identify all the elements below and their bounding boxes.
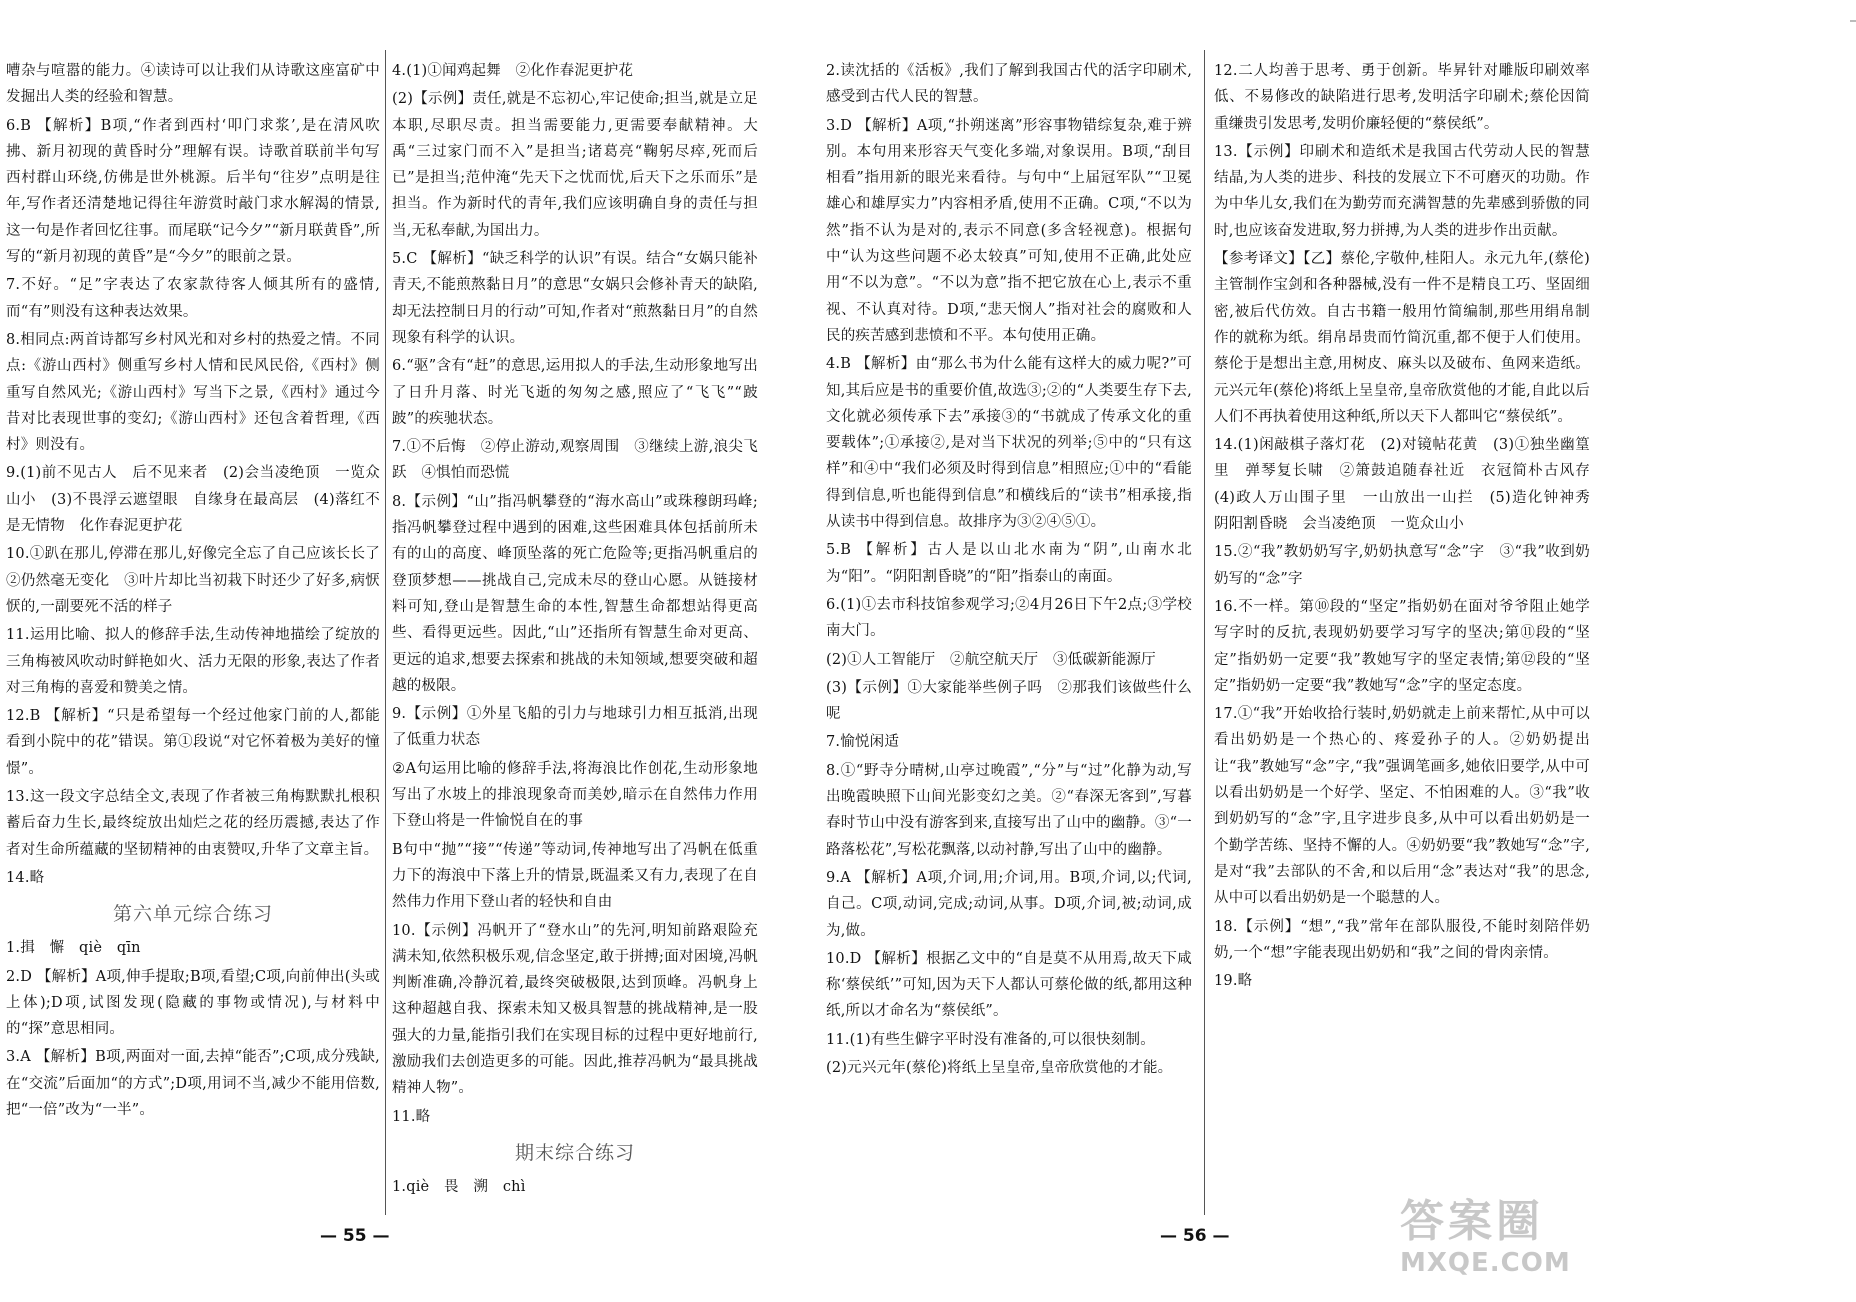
answer-item: 4.B 【解析】由“那么书为什么能有这样大的威力呢?”可知,其后应是书的重要价值,故选③;②的“人类要生存下去,文化就必须传承下去”承接③的“书就成了传承文化的重要载体”;①承接②,是对当下状况的列举;⑤中的“只有这样”和④中“我们必须及时得到信息”相照应;①中的“看能得到信息,听也能得到信息”和横线后的“读书”相承接,指从读书中得到信息。故排序为③②④⑤①。 — [826, 356, 1192, 531]
answer-item: 6.B 【解析】B项,“作者到西村‘叩门求浆’,是在清风吹拂、新月初现的黄昏时分”理解有误。诗歌首联前半句写西村群山环绕,仿佛是世外桃源。后半句“往岁”点明是往年,写作者还清楚地记得往年游赏时敲门求水解渴的情景,这一句是作者回忆往事。而尾联“记今夕”“新月联黄昏”,所写的“新月初现的黄昏”是“今夕”的眼前之景。 — [6, 117, 380, 266]
answer-item: 8.①“野寺分晴树,山亭过晚霞”,“分”与“过”化静为动,写出晚霞映照下山间光影变幻之美。②“春深无客到”,写暮春时节山中没有游客到来,直接写出了山中的幽静。③“一路落松花”,写松花飘落,以动衬静,写出了山中的幽静。 — [826, 762, 1192, 858]
answer-item: 15.②“我”教奶奶写字,奶奶执意写“念”字 ③“我”收到奶奶写的“念”字 — [1214, 544, 1590, 587]
page-number: — 56 — — [1160, 1226, 1230, 1246]
column-divider — [385, 50, 386, 1215]
answer-item: 12.二人均善于思考、勇于创新。毕昇针对雕版印刷效率低、不易修改的缺陷进行思考,发明活字印刷术;蔡伦因简重缣贵引发思考,发明价廉轻便的“蔡侯纸”。 — [1214, 63, 1590, 132]
answer-item: 2.读沈括的《活板》,我们了解到我国古代的活字印刷术,感受到古代人民的智慧。 — [826, 63, 1192, 106]
answer-item: 14.(1)闲敲棋子落灯花 (2)对镜帖花黄 (3)①独坐幽篁里 弹琴复长啸 ②箫鼓追随春社近 衣冠简朴古风存 (4)政人万山围子里 一山放出一山拦 (5)造化钟神秀 阴阳割昏晓 会当凌绝顶 一览众山小 — [1214, 437, 1605, 533]
answer-item: ②A句运用比喻的修辞手法,将海浪比作创花,生动形象地写出了水坡上的排浪现象奇而美妙,暗示在自然伟力作用下登山将是一件愉悦自在的事 — [392, 760, 758, 830]
answer-item: 3.A 【解析】B项,两面对一面,去掉“能否”;C项,成分残缺,在“交流”后面加“的方式”;D项,用词不当,减少不能用倍数,把“一倍”改为“一半”。 — [6, 1049, 380, 1118]
answer-item: 10.①趴在那儿,停滞在那儿,好像完全忘了自己应该长长了 ②仍然毫无变化 ③叶片却比当初栽下时还少了好多,病恹恹的,一副要死不活的样子 — [6, 546, 395, 615]
answer-item: 11.(1)有些生僻字平时没有准备的,可以很快刻制。 — [826, 1031, 1155, 1048]
answer-item: 【参考译文】【乙】蔡伦,字敬仲,桂阳人。永元九年,(蔡伦)主管制作宝剑和各种器械,没有一件不是精良工巧、坚固细密,被后代仿效。自古书籍一般用竹简编制,那些用绢帛制作的就称为纸。绢帛昂贵而竹简沉重,都不便于人们使用。蔡伦于是想出主意,用树皮、麻头以及破布、鱼网来造纸。元兴元年(蔡伦)将纸上呈皇帝,皇帝欣赏他的才能,自此以后人们不再执着使用这种纸,所以天下人都叫它“蔡侯纸”。 — [1214, 251, 1590, 425]
answer-item: 3.D 【解析】A项,“扑朔迷离”形容事物错综复杂,难于辨别。本句用来形容天气变化多端,对象误用。B项,“刮目相看”指用新的眼光来看待。与句中“上届冠军队”“卫冕雄心和雄厚实力”内容相矛盾,使用不正确。C项,“不以为然”指不认为是对的,表示不同意(多含轻视意)。根据句中“认为这些问题不必太较真”可知,使用不正确,此处应用“不以为意”。“不以为意”指不把它放在心上,表示不重视、不认真对待。D项,“悲天悯人”指对社会的腐败和人民的疾苦感到悲愤和不平。本句使用正确。 — [826, 117, 1192, 344]
answer-item: 1.揖 懈 qiè qīn — [6, 940, 141, 957]
answer-item: 6.“驱”含有“赶”的意思,运用拟人的手法,生动形象地写出了日升月落、时光飞逝的匆匆之感,照应了“飞飞”“跛跛”的疾驰状态。 — [392, 358, 758, 427]
answer-item: 17.①“我”开始收拾行装时,奶奶就走上前来帮忙,从中可以看出奶奶是一个热心的、疼爱孙子的人。②奶奶提出让“我”教她写“念”字,“我”强调笔画多,她依旧要学,从中可以看出奶奶是一个好学、坚定、不怕困难的人。③“我”收到奶奶写的“念”字,且字进步良多,从中可以看出奶奶是一个勤学苦练、坚持不懈的人。④奶奶要“我”教她写“念”字,是对“我”去部队的不舍,和以后用“念”表达对“我”的思念,从中可以看出奶奶是一个聪慧的人。 — [1214, 706, 1590, 907]
answer-item: 14.略 — [6, 869, 45, 886]
answer-item: 9.(1)前不见古人 后不见来者 (2)会当凌绝顶 一览众山小 (3)不畏浮云遮望眼 自缘身在最高层 (4)落红不是无情物 化作春泥更护花 — [6, 465, 380, 535]
answer-item: 9.【示例】①外星飞船的引力与地球引力相互抵消,出现了低重力状态 — [392, 706, 758, 749]
scan-mark — [1850, 20, 1856, 22]
left-column-1 — [6, 58, 395, 1125]
left-column-2 — [392, 58, 758, 1202]
answer-item: 8.相同点:两首诗都写乡村风光和对乡村的热爱之情。不同点:《游山西村》侧重写乡村人情和民风民俗,《西村》侧重写自然风光;《游山西村》写当下之景,《西村》通过今昔对比表现世事的变幻;《游山西村》还包含着哲理,《西村》则没有。 — [6, 331, 380, 454]
answer-item: 7.①不后悔 ②停止游动,观察周围 ③继续上游,浪尖飞跃 ④惧怕而恐慌 — [392, 439, 758, 482]
answer-item: 2.D 【解析】A项,伸手提取;B项,看望;C项,向前伸出(头或上体);D项,试图发现(隐藏的事物或情况),与材料中的“探”意思相同。 — [6, 968, 380, 1038]
answer-item: 7.不好。“足”字表达了农家款待客人倾其所有的盛情,而“有”则没有这种表达效果。 — [6, 277, 380, 320]
page-number: — 55 — — [320, 1226, 390, 1246]
answer-item: 5.C 【解析】“缺乏科学的认识”有误。结合“女娲只能补青天,不能煎熬黏日月”的意思“女娲只会修补青天的缺陷,却无法控制日月的行动”可知,作者对“煎熬黏日月”的自然现象有科学的认识。 — [392, 251, 758, 346]
watermark-logo-text: 答案圈 — [1400, 1196, 1544, 1247]
page-56 — [800, 0, 1605, 1302]
answer-item: 12.B 【解析】“只是希望每一个经过他家门前的人,都能看到小院中的花”错误。第①段说“对它怀着极为美好的憧憬”。 — [6, 708, 380, 777]
answer-item: 6.(1)①去市科技馆参观学习;②4月26日下午2点;③学校南大门。 — [826, 596, 1192, 640]
answer-item: 4.(1)①闻鸡起舞 ②化作春泥更护花 — [392, 63, 634, 79]
answer-item: 13.这一段文字总结全文,表现了作者被三角梅默默扎根积蓄后奋力生长,最终绽放出灿烂之花的经历震撼,表达了作者对生命所蕴藏的坚韧精神的由衷赞叹,升华了文章主旨。 — [6, 789, 380, 858]
answer-item: 1.qiè 畏 溯 chì — [392, 1178, 526, 1195]
answer-item: B句中“抛”“接”“传递”等动词,传神地写出了冯帆在低重力下的海浪中下落上升的情景,既温柔又有力,表现了在自然伟力作用下登山者的轻快和自由 — [392, 841, 758, 911]
watermark-url: MXQE.COM — [1400, 1248, 1571, 1278]
answer-item: 10.D 【解析】根据乙文中的“自是莫不从用焉,故天下咸称‘蔡侯纸’”可知,因为天下人都认可蔡伦做的纸,都用这种纸,所以才命名为“蔡侯纸”。 — [826, 950, 1192, 1020]
answer-item: (3)【示例】①大家能举些例子吗 ②那我们该做些什么呢 — [826, 679, 1192, 723]
answer-item: 10.【示例】冯帆开了“登水山”的先河,明知前路艰险充满未知,依然积极乐观,信念坚定,敢于拼搏;面对困境,冯帆判断准确,冷静沉着,最终突破极限,达到顶峰。冯帆身上这种超越自我、探索未知又极具智慧的挑战精神,是一股强大的力量,能指引我们在实现目标的过程中更好地前行,激励我们去创造更多的可能。因此,推荐冯帆为“最具挑战精神人物”。 — [392, 922, 758, 1097]
answer-item: 16.不一样。第⑩段的“坚定”指奶奶在面对爷爷阻止她学写字时的反抗,表现奶奶要学习写字的坚决;第⑪段的“坚定”指奶奶一定要“我”教她写字的坚定表情;第⑫段的“坚定”指奶奶一定要“我”教她写“念”字的坚定态度。 — [1214, 598, 1590, 694]
answer-item: 5.B 【解析】古人是以山北水南为“阴”,山南水北为“阳”。“阴阳割昏晓”的“阳”指泰山的南面。 — [826, 542, 1192, 585]
section-title-unit-6: 第六单元综合练习 — [112, 903, 273, 926]
answer-item: (2)【示例】责任,就是不忘初心,牢记使命;担当,就是立足本职,尽职尽责。担当需要能力,更需要奉献精神。大禹“三过家门而不入”是担当;诸葛亮“鞠躬尽瘁,死而后已”是担当;范仲淹“先天下之忧而忧,后天下之乐而乐”是担当。作为新时代的青年,我们应该明确自身的责任与担当,无私奉献,为国出力。 — [392, 91, 758, 239]
answer-item: 18.【示例】“想”,“我”常年在部队服役,不能时刻陪伴奶奶,一个“想”字能表现出奶奶和“我”之间的骨肉亲情。 — [1214, 918, 1590, 961]
answer-item: 11.运用比喻、拟人的修辞手法,生动传神地描绘了绽放的三角梅被风吹动时鲜艳如火、活力无限的形象,表达了作者对三角梅的喜爱和赞美之情。 — [6, 627, 380, 696]
section-title-final: 期末综合练习 — [514, 1141, 635, 1164]
column-divider — [1204, 50, 1205, 1215]
answer-item: (2)①人工智能厅 ②航空航天厅 ③低碳新能源厅 — [826, 651, 1156, 668]
answer-item: 7.愉悦闲适 — [826, 734, 900, 751]
right-column-1 — [826, 58, 1192, 1083]
answer-item: (2)元兴元年(蔡伦)将纸上呈皇帝,皇帝欣赏他的才能。 — [826, 1059, 1173, 1076]
answer-item: 19.略 — [1214, 973, 1253, 990]
page-55 — [0, 0, 800, 1302]
answer-item: 8.【示例】“山”指冯帆攀登的“海水高山”或珠穆朗玛峰;指冯帆攀登过程中遇到的困难,这些困难具体包括前所未有的山的高度、峰顶坠落的死亡危险等;更指冯帆重启的登顶梦想——挑战自己,完成未尽的登山心愿。从链接材料可知,登山是智慧生命的本性,智慧生命都想站得更高些、看得更远些。因此,“山”还指所有智慧生命对更高、更远的追求,想要去探索和挑战的未知领域,想要突破和超越的极限。 — [392, 493, 758, 694]
site-watermark — [1400, 1196, 1590, 1296]
answer-item: 13.【示例】印刷术和造纸术是我国古代劳动人民的智慧结晶,为人类的进步、科技的发展立下不可磨灭的功勋。作为中华儿女,我们在为勤劳而充满智慧的先辈感到骄傲的同时,也应该奋发进取,努力拼搏,为人类的进步作出贡献。 — [1214, 143, 1590, 239]
answer-item: 9.A 【解析】A项,介词,用;介词,用。B项,介词,以;代词,自己。C项,动词,完成;动词,从事。D项,介词,被;动词,成为,做。 — [826, 869, 1192, 939]
right-column-2 — [1214, 58, 1605, 996]
answer-item: 11.略 — [392, 1108, 431, 1125]
answer-item: 嘈杂与喧嚣的能力。④读诗可以让我们从诗歌这座富矿中发掘出人类的经验和智慧。 — [6, 63, 380, 106]
